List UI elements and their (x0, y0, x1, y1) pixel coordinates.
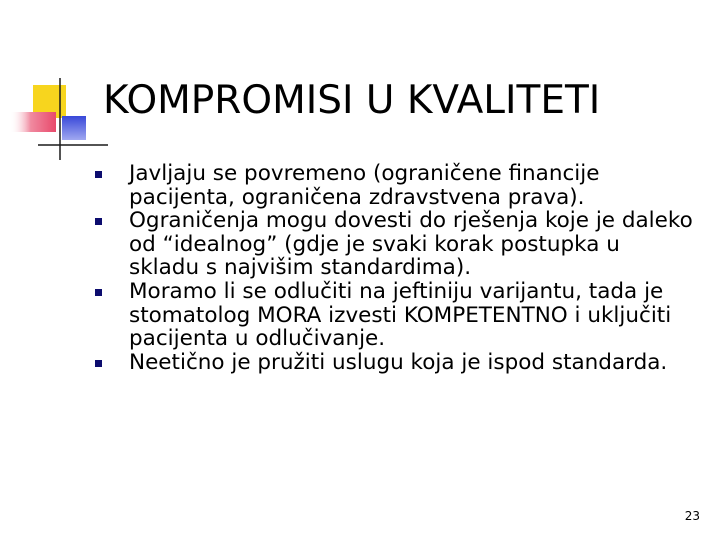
bullet-text: Ograničenja mogu dovesti do rješenja koje je daleko od “idealnog” (gdje je svaki korak postupka u skladu s najvišim standardima). (129, 208, 693, 281)
square-bullet-icon (95, 289, 102, 296)
bullet-list (95, 162, 695, 374)
slide-title: KOMPROMISI U KVALITETI (103, 78, 601, 123)
bullet-item (95, 209, 695, 280)
red-gradient-bar (10, 112, 56, 132)
blue-square (62, 116, 86, 140)
bullet-text: Javljaju se povremeno (ograničene financije pacijenta, ograničena zdravstvena prava). (129, 161, 600, 210)
bullet-item (95, 162, 695, 209)
bullet-item (95, 280, 695, 351)
bullet-text: Moramo li se odlučiti na jeftiniju varijantu, tada je stomatolog MORA izvesti KOMPETENTNO i uključiti pacijenta u odlučivanje. (129, 278, 672, 352)
square-bullet-icon (95, 218, 102, 225)
square-bullet-icon (95, 360, 102, 367)
bullet-item (95, 351, 695, 375)
page-number: 23 (684, 509, 700, 523)
decorative-squares (0, 0, 110, 170)
bullet-text: Neetično je pružiti uslugu koja je ispod standarda. (129, 349, 668, 375)
square-bullet-icon (95, 171, 102, 178)
